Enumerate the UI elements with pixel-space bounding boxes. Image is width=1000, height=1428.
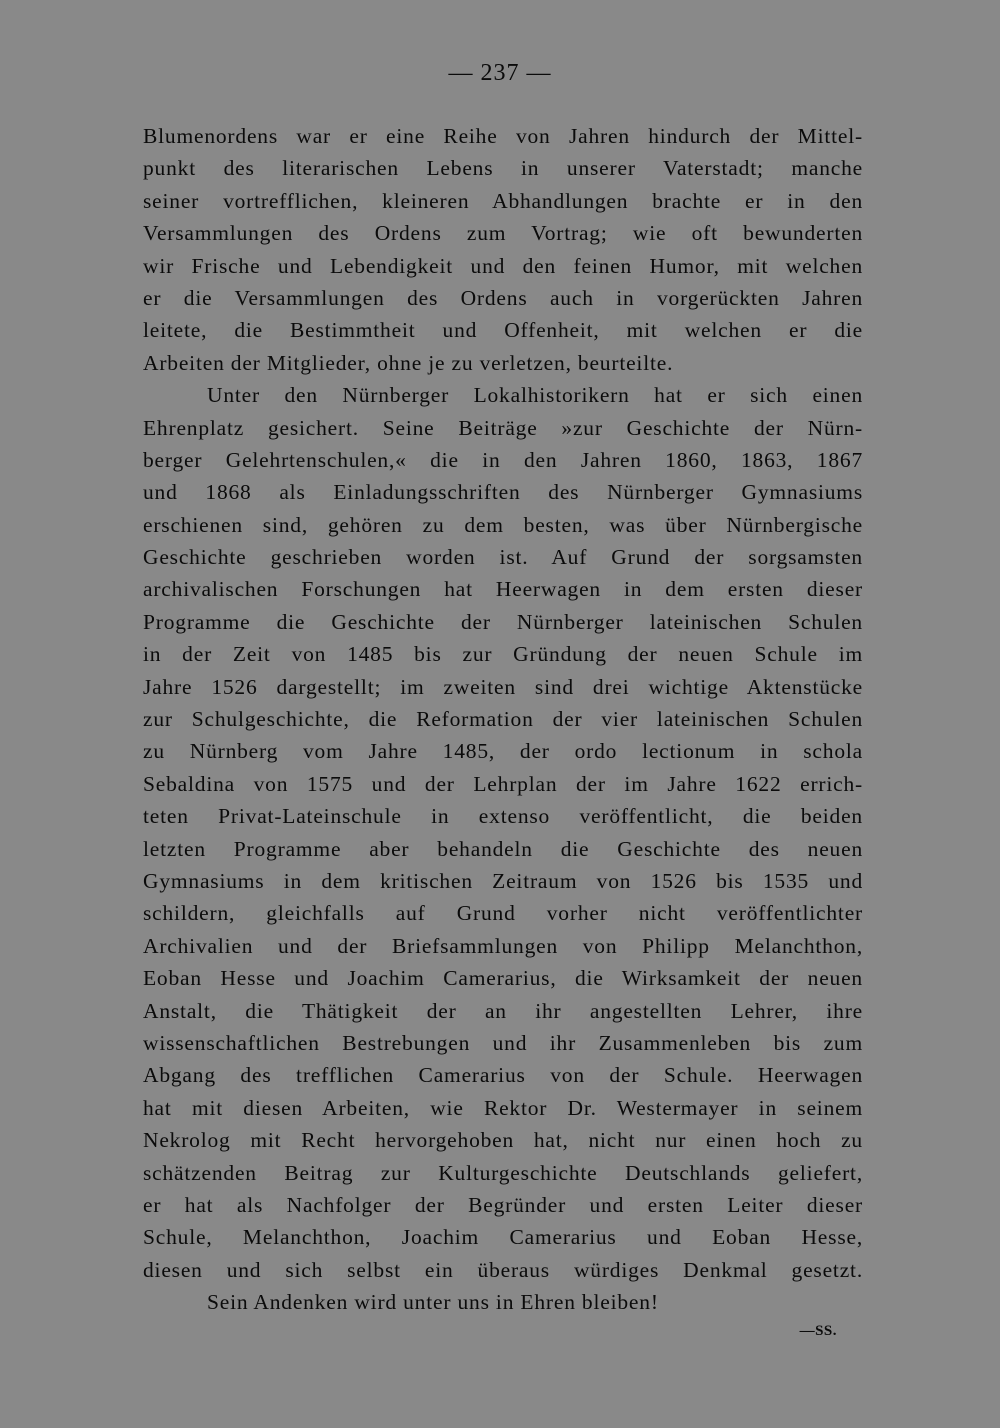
text-line: Anstalt, die Thätigkeit der an ihr angestellten Lehrer, ihre (143, 998, 863, 1023)
text-line: teten Privat-Lateinschule in extenso veröffentlicht, die beiden (143, 804, 863, 829)
text-line: erschienen sind, gehören zu dem besten, was über Nürnbergische (143, 512, 863, 537)
text-line: letzten Programme aber behandeln die Geschichte des neuen (143, 836, 863, 861)
text-line: Sebaldina von 1575 und der Lehrplan der im Jahre 1622 errich- (143, 771, 863, 796)
text-line: berger Gelehrtenschulen,« die in den Jahren 1860, 1863, 1867 (143, 447, 863, 472)
body-text (143, 120, 863, 1318)
text-line: zur Schulgeschichte, die Reformation der vier lateinischen Schulen (143, 707, 863, 732)
text-line: hat mit diesen Arbeiten, wie Rektor Dr. Westermayer in seinem (143, 1095, 863, 1120)
text-line: diesen und sich selbst ein überaus würdiges Denkmal gesetzt. (143, 1257, 863, 1282)
text-line: archivalischen Forschungen hat Heerwagen in dem ersten dieser (143, 577, 863, 602)
text-line: Ehrenplatz gesichert. Seine Beiträge »zur Geschichte der Nürn- (143, 415, 863, 440)
text-line: wir Frische und Lebendigkeit und den feinen Humor, mit welchen (143, 253, 863, 278)
text-line: er die Versammlungen des Ordens auch in vorgerückten Jahren (143, 285, 863, 310)
text-line: Gymnasiums in dem kritischen Zeitraum von 1526 bis 1535 und (143, 868, 863, 893)
text-line: Arbeiten der Mitglieder, ohne je zu verletzen, beurteilte. (143, 350, 674, 375)
text-line: Programme die Geschichte der Nürnberger lateinischen Schulen (143, 609, 863, 634)
closing-line: Sein Andenken wird unter uns in Ehren bleiben! (207, 1290, 659, 1315)
text-line: Abgang des trefflichen Camerarius von der Schule. Heerwagen (143, 1063, 863, 1088)
text-line: er hat als Nachfolger der Begründer und ersten Leiter dieser (143, 1192, 863, 1217)
author-signature: —SS. (799, 1323, 837, 1339)
text-line: Geschichte geschrieben worden ist. Auf Grund der sorgsamsten (143, 545, 863, 570)
text-line: Nekrolog mit Recht hervorgehoben hat, nicht nur einen hoch zu (143, 1128, 863, 1153)
text-line: Jahre 1526 dargestellt; im zweiten sind drei wichtige Aktenstücke (143, 674, 863, 699)
text-line: leitete, die Bestimmtheit und Offenheit, mit welchen er die (143, 318, 863, 343)
text-line: Eoban Hesse und Joachim Camerarius, die Wirksamkeit der neuen (143, 966, 863, 991)
text-line: zu Nürnberg vom Jahre 1485, der ordo lectionum in schola (143, 739, 863, 764)
paragraph-start-line: Unter den Nürnberger Lokalhistorikern hat er sich einen (207, 383, 863, 408)
text-line: Versammlungen des Ordens zum Vortrag; wie oft bewunderten (143, 221, 863, 246)
page-number: — 237 — (448, 60, 552, 86)
text-line: in der Zeit von 1485 bis zur Gründung der neuen Schule im (143, 642, 863, 667)
text-line: Blumenordens war er eine Reihe von Jahren hindurch der Mittel- (143, 124, 863, 148)
text-line: seiner vortrefflichen, kleineren Abhandlungen brachte er in den (143, 188, 863, 213)
text-line: und 1868 als Einladungsschriften des Nürnberger Gymnasiums (143, 480, 863, 505)
text-line: Schule, Melanchthon, Joachim Camerarius und Eoban Hesse, (143, 1225, 863, 1250)
text-line: Archivalien und der Briefsammlungen von Philipp Melanchthon, (143, 933, 863, 958)
text-line: wissenschaftlichen Bestrebungen und ihr Zusammenleben bis zum (143, 1030, 863, 1055)
text-line: schätzenden Beitrag zur Kulturgeschichte Deutschlands geliefert, (143, 1160, 863, 1185)
text-line: schildern, gleichfalls auf Grund vorher nicht veröffentlichter (143, 901, 863, 926)
text-line: punkt des literarischen Lebens in unserer Vaterstadt; manche (143, 156, 863, 181)
